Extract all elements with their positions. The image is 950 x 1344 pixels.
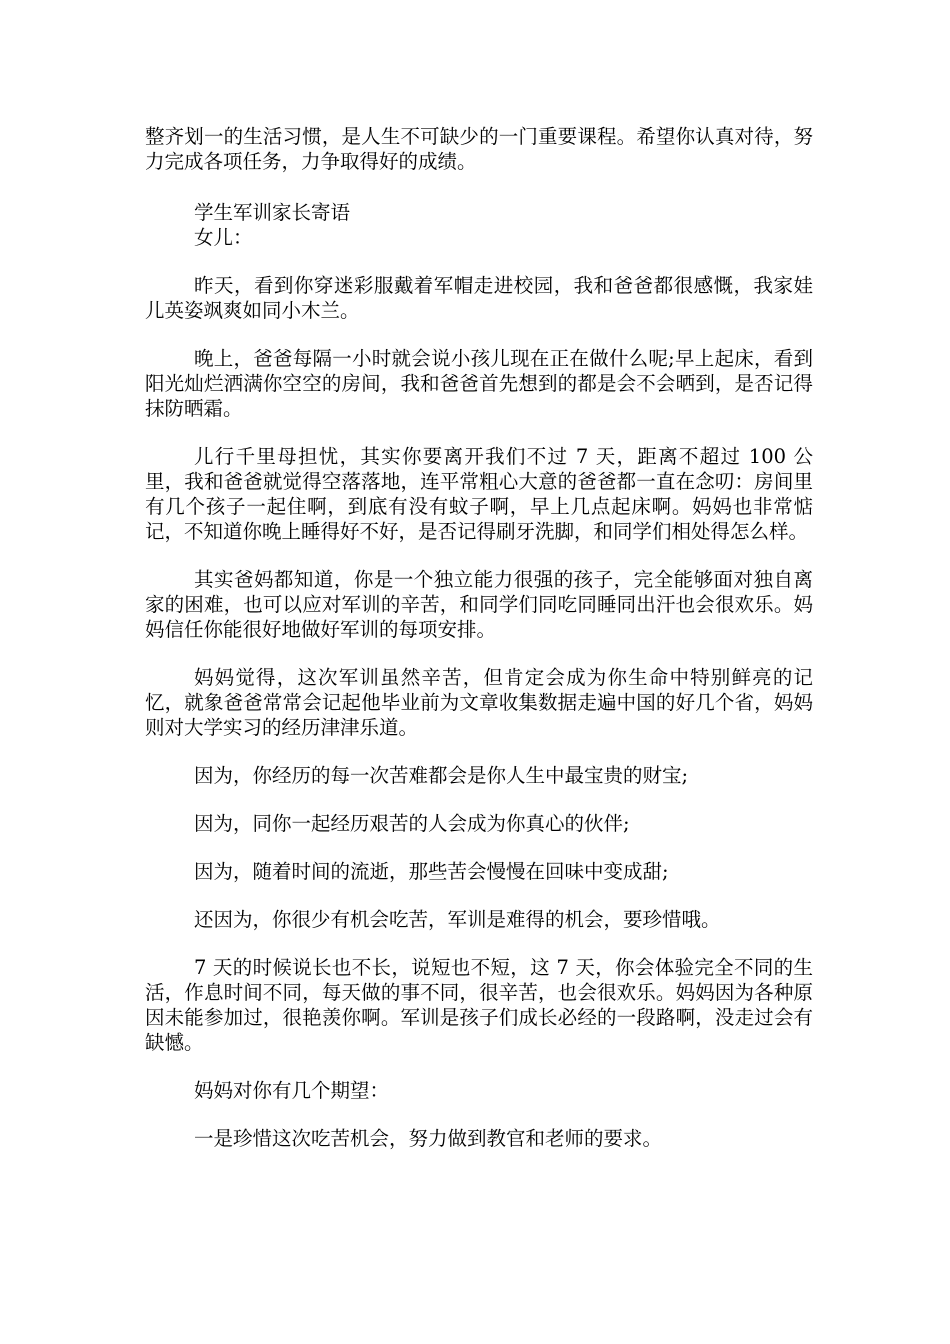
- section-title: 学生军训家长寄语: [194, 201, 351, 224]
- paragraph: 其实爸妈都知道，你是一个独立能力很强的孩子，完全能够面对独自离家的困难，也可以应对军训的辛苦，和同学们同吃同睡同出汗也会很欢乐。妈妈信任你能很好地做好军训的每项安排。: [145, 568, 813, 641]
- paragraph: 因为，随着时间的流逝，那些苦会慢慢在回味中变成甜;: [194, 860, 669, 883]
- paragraph: 7 天的时候说长也不长，说短也不短，这 7 天，你会体验完全不同的生活，作息时间不同，每天做的事不同，很辛苦，也会很欢乐。妈妈因为各种原因未能参加过，很艳羡你啊。军训是孩子们成长必经的一段路啊，没走过会有缺憾。: [145, 956, 813, 1054]
- salutation: 女儿：: [194, 226, 253, 249]
- paragraph: 因为，你经历的每一次苦难都会是你人生中最宝贵的财宝;: [194, 764, 689, 787]
- paragraph: 昨天，看到你穿迷彩服戴着军帽走进校园，我和爸爸都很感慨，我家娃儿英姿飒爽如同小木兰。: [145, 274, 813, 322]
- paragraph-continuation: 整齐划一的生活习惯，是人生不可缺少的一门重要课程。希望你认真对待，努力完成各项任务，力争取得好的成绩。: [145, 125, 813, 173]
- paragraph: 晚上，爸爸每隔一小时就会说小孩儿现在正在做什么呢;早上起床，看到阳光灿烂洒满你空空的房间，我和爸爸首先想到的都是会不会晒到，是否记得抹防晒霜。: [145, 347, 813, 420]
- paragraph: 还因为，你很少有机会吃苦，军训是难得的机会，要珍惜哦。: [194, 908, 721, 931]
- paragraph: 妈妈觉得，这次军训虽然辛苦，但肯定会成为你生命中特别鲜亮的记忆，就象爸爸常常会记起他毕业前为文章收集数据走遍中国的好几个省，妈妈则对大学实习的经历津津乐道。: [145, 666, 813, 739]
- paragraph: 因为，同你一起经历艰苦的人会成为你真心的伙伴;: [194, 812, 630, 835]
- paragraph: 妈妈对你有几个期望：: [194, 1079, 390, 1102]
- paragraph: 一是珍惜这次吃苦机会，努力做到教官和老师的要求。: [194, 1127, 663, 1150]
- paragraph: 儿行千里母担忧，其实你要离开我们不过 7 天，距离不超过 100 公里，我和爸爸就觉得空落落地，连平常粗心大意的爸爸都一直在念叨：房间里有几个孩子一起住啊，到底有没有蚊子啊，早上几点起床啊。妈妈也非常惦记，不知道你晚上睡得好不好，是否记得刷牙洗脚，和同学们相处得怎么样。: [145, 445, 813, 543]
- document-body: [145, 124, 813, 1174]
